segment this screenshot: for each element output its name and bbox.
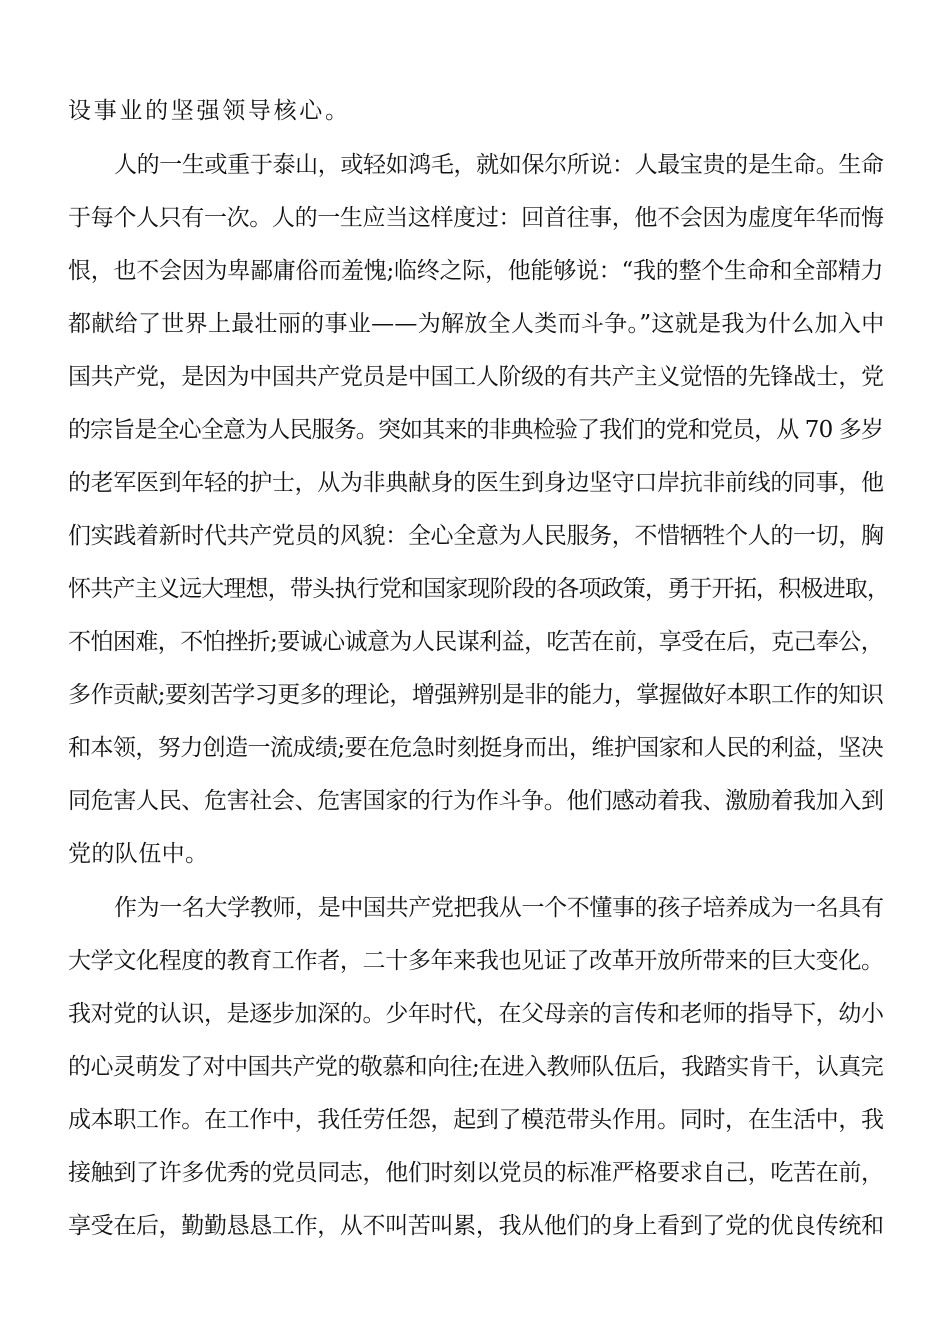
text-line: 于每个人只有一次。人的一生应当这样度过：回首往事，他不会因为虚度年华而悔: [68, 205, 884, 231]
text-line: 们实践着新时代共产党员的风貌：全心全意为人民服务，不惜牺牲个人的一切，胸: [68, 523, 884, 549]
text-line: 不怕困难，不怕挫折;要诚心诚意为人民谋利益，吃苦在前，享受在后，克己奉公，: [68, 629, 884, 655]
text-line: 的宗旨是全心全意为人民服务。突如其来的非典检验了我们的党和党员，从 70 多岁: [68, 417, 884, 443]
text-line: 成本职工作。在工作中，我任劳任怨，起到了模范带头作用。同时，在生活中，我: [68, 1107, 884, 1133]
text-line: 享受在后，勤勤恳恳工作，从不叫苦叫累，我从他们的身上看到了党的优良传统和: [68, 1213, 884, 1239]
paragraph-first-line: 人的一生或重于泰山，或轻如鸿毛，就如保尔所说：人最宝贵的是生命。生命: [114, 152, 884, 178]
text-line: 的老军医到年轻的护士，从为非典献身的医生到身边坚守口岸抗非前线的同事，他: [68, 470, 884, 496]
paragraph-first-line: 作为一名大学教师，是中国共产党把我从一个不懂事的孩子培养成为一名具有: [114, 895, 884, 921]
text-line: 怀共产主义远大理想，带头执行党和国家现阶段的各项政策，勇于开拓，积极进取，: [68, 576, 890, 602]
text-line: 设事业的坚强领导核心。: [68, 98, 351, 124]
text-line: 恨，也不会因为卑鄙庸俗而羞愧;临终之际，他能够说：“我的整个生命和全部精力: [68, 258, 884, 284]
text-line: 都献给了世界上最壮丽的事业——为解放全人类而斗争。”这就是我为什么加入中: [68, 311, 885, 337]
text-line: 多作贡献;要刻苦学习更多的理论，增强辨别是非的能力，掌握做好本职工作的知识: [68, 682, 884, 708]
text-line: 我对党的认识，是逐步加深的。少年时代，在父母亲的言传和老师的指导下，幼小: [68, 1001, 884, 1027]
text-line: 同危害人民、危害社会、危害国家的行为作斗争。他们感动着我、激励着我加入到: [68, 788, 884, 814]
text-line: 的心灵萌发了对中国共产党的敬慕和向往;在进入教师队伍后，我踏实肯干，认真完: [68, 1054, 884, 1080]
text-line: 大学文化程度的教育工作者，二十多年来我也见证了改革开放所带来的巨大变化。: [68, 948, 884, 974]
text-line: 接触到了许多优秀的党员同志，他们时刻以党员的标准严格要求自己，吃苦在前，: [68, 1160, 884, 1186]
text-line: 党的队伍中。: [68, 841, 209, 867]
text-line: 国共产党，是因为中国共产党员是中国工人阶级的有共产主义觉悟的先锋战士，党: [68, 364, 884, 390]
text-line: 和本领，努力创造一流成绩;要在危急时刻挺身而出，维护国家和人民的利益，坚决: [68, 735, 884, 761]
